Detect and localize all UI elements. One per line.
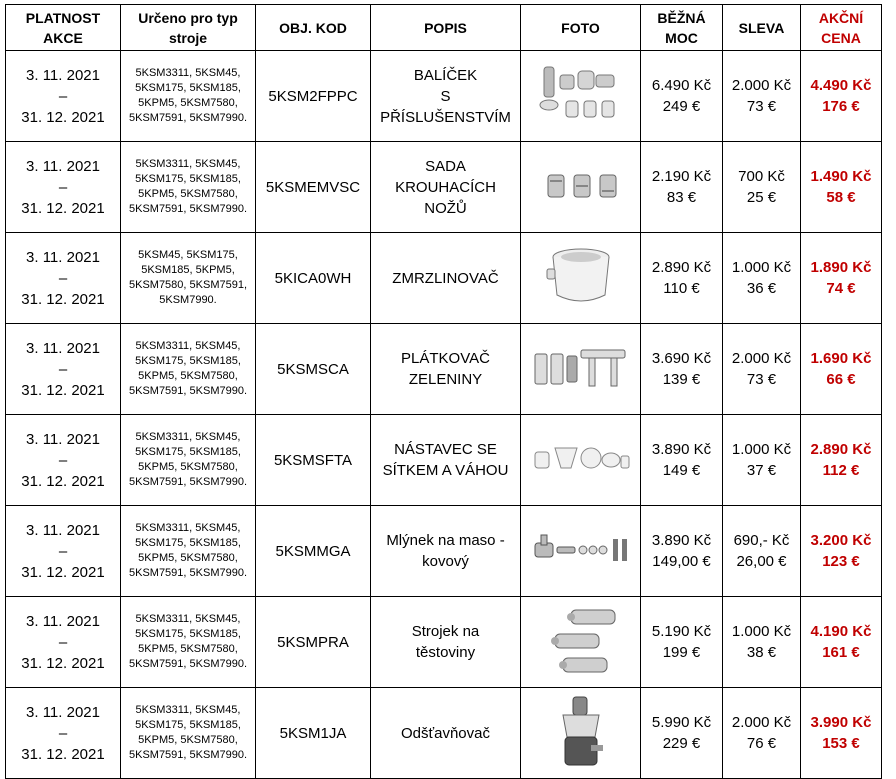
product-description: Strojek na těstoviny — [371, 597, 521, 688]
discount-amount: 690,- Kč 26,00 € — [723, 506, 801, 597]
meat-grinder-icon — [523, 531, 638, 571]
header-regular-price: BĚŽNÁ MOC — [641, 5, 723, 51]
vegetable-slicer-icon — [523, 344, 638, 394]
slicer-blades-icon — [523, 167, 638, 207]
action-price: 1.490 Kč 58 € — [801, 142, 882, 233]
promo-price-table — [5, 4, 882, 779]
action-price: 3.990 Kč 153 € — [801, 688, 882, 779]
validity-period: 3. 11. 2021 – 31. 12. 2021 — [6, 324, 121, 415]
product-code: 5KSMPRA — [256, 597, 371, 688]
table-row — [6, 142, 882, 233]
product-photo — [521, 233, 641, 324]
table-row — [6, 324, 882, 415]
regular-price: 6.490 Kč 249 € — [641, 51, 723, 142]
header-description: POPIS — [371, 5, 521, 51]
discount-amount: 1.000 Kč 36 € — [723, 233, 801, 324]
product-photo — [521, 506, 641, 597]
product-photo — [521, 51, 641, 142]
table-row — [6, 233, 882, 324]
machine-models: 5KSM3311, 5KSM45, 5KSM175, 5KSM185, 5KPM5, 5KSM7580, 5KSM7591, 5KSM7990. — [121, 142, 256, 233]
product-description: ZMRZLINOVAČ — [371, 233, 521, 324]
discount-amount: 1.000 Kč 37 € — [723, 415, 801, 506]
regular-price: 3.690 Kč 139 € — [641, 324, 723, 415]
product-description: BALÍČEK S PŘÍSLUŠENSTVÍM — [371, 51, 521, 142]
machine-models: 5KSM3311, 5KSM45, 5KSM175, 5KSM185, 5KPM5, 5KSM7580, 5KSM7591, 5KSM7990. — [121, 415, 256, 506]
action-price: 1.690 Kč 66 € — [801, 324, 882, 415]
product-description: SADA KROUHACÍCH NOŽŮ — [371, 142, 521, 233]
machine-models: 5KSM3311, 5KSM45, 5KSM175, 5KSM185, 5KPM5, 5KSM7580, 5KSM7591, 5KSM7990. — [121, 324, 256, 415]
product-code: 5KSM2FPPC — [256, 51, 371, 142]
validity-period: 3. 11. 2021 – 31. 12. 2021 — [6, 415, 121, 506]
product-code: 5KICA0WH — [256, 233, 371, 324]
header-row — [6, 5, 882, 51]
discount-amount: 700 Kč 25 € — [723, 142, 801, 233]
discount-amount: 2.000 Kč 73 € — [723, 324, 801, 415]
action-price: 1.890 Kč 74 € — [801, 233, 882, 324]
regular-price: 5.190 Kč 199 € — [641, 597, 723, 688]
juicer-icon — [523, 695, 638, 771]
product-code: 5KSMEMVSC — [256, 142, 371, 233]
regular-price: 2.890 Kč 110 € — [641, 233, 723, 324]
discount-amount: 2.000 Kč 76 € — [723, 688, 801, 779]
ice-cream-bowl-icon — [523, 243, 638, 313]
machine-models: 5KSM3311, 5KSM45, 5KSM175, 5KSM185, 5KPM5, 5KSM7580, 5KSM7591, 5KSM7990. — [121, 597, 256, 688]
validity-period: 3. 11. 2021 – 31. 12. 2021 — [6, 506, 121, 597]
product-code: 5KSMSFTA — [256, 415, 371, 506]
table-row — [6, 415, 882, 506]
action-price: 4.490 Kč 176 € — [801, 51, 882, 142]
machine-models: 5KSM3311, 5KSM45, 5KSM175, 5KSM185, 5KPM5, 5KSM7580, 5KSM7591, 5KSM7990. — [121, 506, 256, 597]
discount-amount: 1.000 Kč 38 € — [723, 597, 801, 688]
machine-models: 5KSM3311, 5KSM45, 5KSM175, 5KSM185, 5KPM5, 5KSM7580, 5KSM7591, 5KSM7990. — [121, 51, 256, 142]
product-photo — [521, 688, 641, 779]
header-action-price: AKČNÍ CENA — [801, 5, 882, 51]
product-code: 5KSMMGA — [256, 506, 371, 597]
regular-price: 5.990 Kč 229 € — [641, 688, 723, 779]
product-description: Mlýnek na maso - kovový — [371, 506, 521, 597]
product-photo — [521, 415, 641, 506]
validity-period: 3. 11. 2021 – 31. 12. 2021 — [6, 51, 121, 142]
action-price: 2.890 Kč 112 € — [801, 415, 882, 506]
header-photo: FOTO — [521, 5, 641, 51]
validity-period: 3. 11. 2021 – 31. 12. 2021 — [6, 233, 121, 324]
action-price: 3.200 Kč 123 € — [801, 506, 882, 597]
machine-models: 5KSM3311, 5KSM45, 5KSM175, 5KSM185, 5KPM5, 5KSM7580, 5KSM7591, 5KSM7990. — [121, 688, 256, 779]
product-code: 5KSM1JA — [256, 688, 371, 779]
product-description: NÁSTAVEC SE SÍTKEM A VÁHOU — [371, 415, 521, 506]
product-code: 5KSMSCA — [256, 324, 371, 415]
header-machine-type: Určeno pro typ stroje — [121, 5, 256, 51]
machine-models: 5KSM45, 5KSM175, 5KSM185, 5KPM5, 5KSM7580, 5KSM7591, 5KSM7990. — [121, 233, 256, 324]
product-photo — [521, 597, 641, 688]
regular-price: 3.890 Kč 149,00 € — [641, 506, 723, 597]
product-description: PLÁTKOVAČ ZELENINY — [371, 324, 521, 415]
discount-amount: 2.000 Kč 73 € — [723, 51, 801, 142]
validity-period: 3. 11. 2021 – 31. 12. 2021 — [6, 688, 121, 779]
product-description: Odšťavňovač — [371, 688, 521, 779]
table-row — [6, 688, 882, 779]
action-price: 4.190 Kč 161 € — [801, 597, 882, 688]
regular-price: 2.190 Kč 83 € — [641, 142, 723, 233]
validity-period: 3. 11. 2021 – 31. 12. 2021 — [6, 142, 121, 233]
table-row — [6, 506, 882, 597]
product-photo — [521, 142, 641, 233]
table-row — [6, 51, 882, 142]
regular-price: 3.890 Kč 149 € — [641, 415, 723, 506]
header-discount: SLEVA — [723, 5, 801, 51]
product-photo — [521, 324, 641, 415]
sifter-scale-icon — [523, 440, 638, 480]
accessory-pack-icon — [523, 61, 638, 131]
table-row — [6, 597, 882, 688]
header-period: PLATNOST AKCE — [6, 5, 121, 51]
header-code: OBJ. KOD — [256, 5, 371, 51]
pasta-roller-icon — [523, 604, 638, 680]
validity-period: 3. 11. 2021 – 31. 12. 2021 — [6, 597, 121, 688]
